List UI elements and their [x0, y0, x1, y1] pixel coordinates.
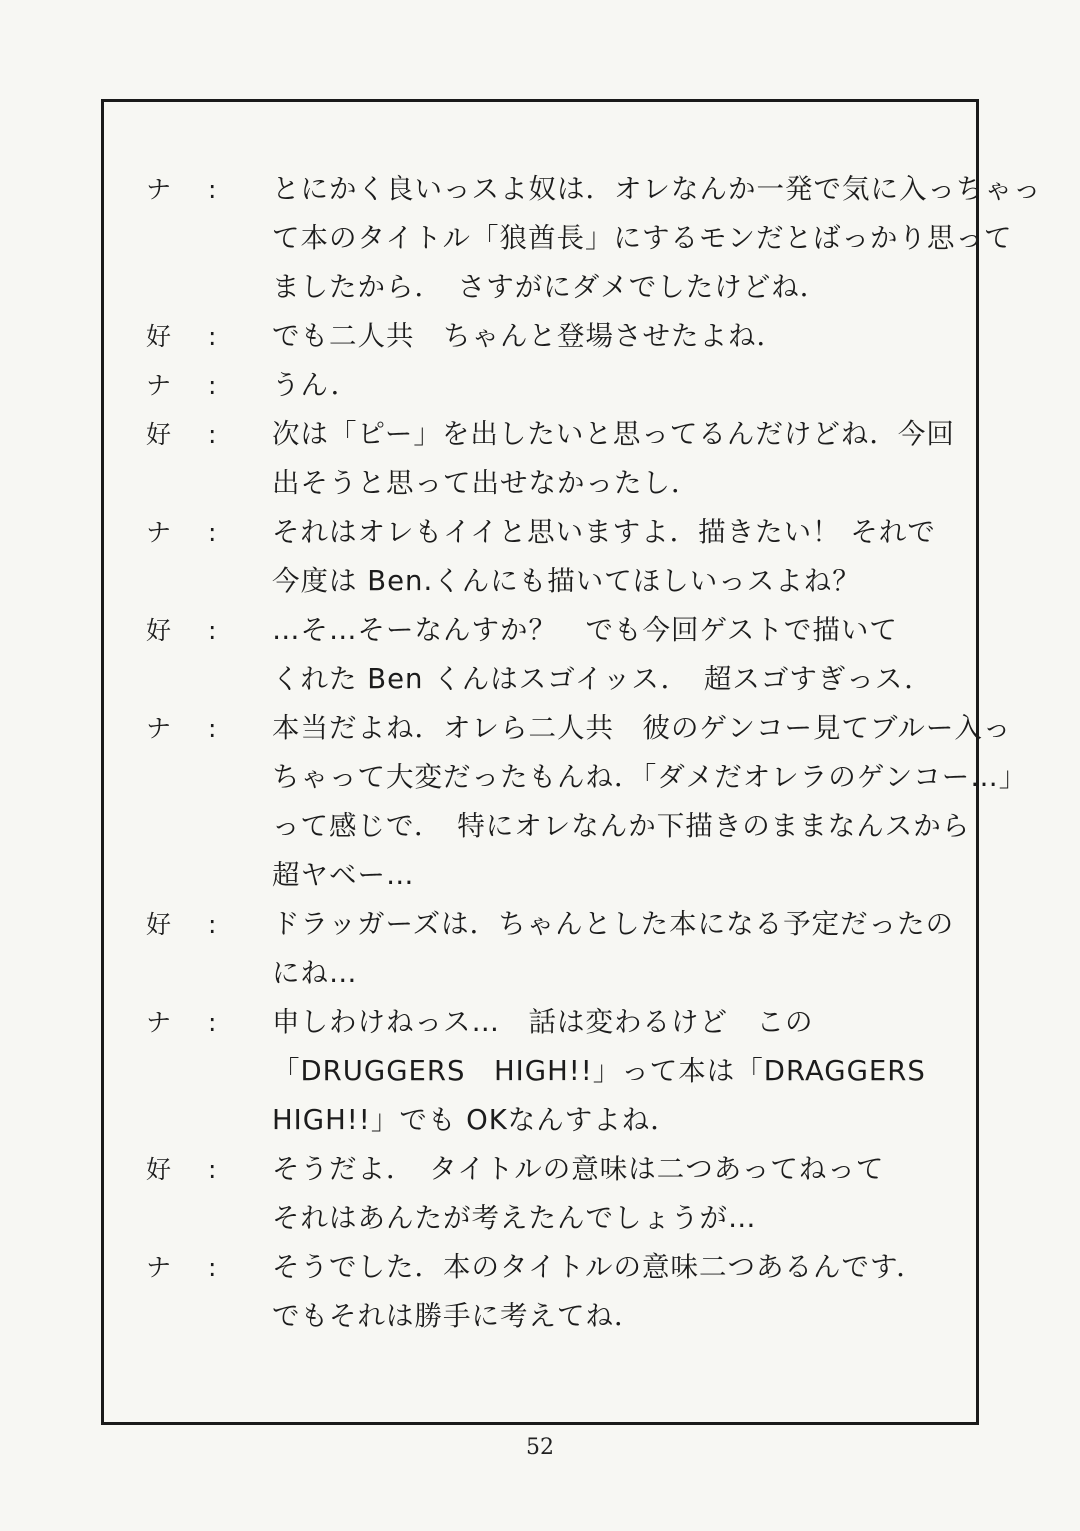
speaker-label: 好	[146, 420, 172, 449]
dialogue-entry	[140, 998, 960, 1145]
dialogue-lines	[272, 704, 1027, 900]
dialogue-entry	[140, 410, 960, 508]
speaker-label: ナ	[146, 518, 172, 547]
dialogue-entry	[140, 704, 1028, 900]
dialogue-line: 出そうと思って出せなかったし．	[272, 467, 700, 499]
dialogue-line: それはオレもイイと思いますよ．描きたい！ それで	[272, 516, 936, 548]
dialogue-lines	[272, 410, 960, 508]
dialogue-line: そうでした．本のタイトルの意味二つあるんです．	[272, 1251, 925, 1283]
speaker-colon: :	[208, 1008, 217, 1037]
dialogue-line: でもそれは勝手に考えてね．	[272, 1300, 643, 1332]
speaker-colon: :	[208, 616, 217, 645]
dialogue-line: 「DRUGGERS HIGH!!」って本は「DRAGGERS	[272, 1055, 926, 1087]
dialogue-line: ドラッガーズは．ちゃんとした本になる予定だったの	[272, 908, 955, 940]
speaker-label: 好	[146, 910, 172, 939]
speaker-colon: :	[208, 1155, 217, 1184]
dialogue-lines	[272, 1243, 960, 1341]
dialogue-lines	[272, 1145, 960, 1243]
dialogue-line: うん．	[272, 369, 360, 401]
dialogue-line: って感じで． 特にオレなんか下描きのままなんスから	[272, 810, 971, 842]
speaker-label: ナ	[146, 371, 172, 400]
speaker-colon: :	[208, 175, 217, 204]
speaker-colon: :	[208, 420, 217, 449]
dialogue-line: くれた Ben くんはスゴイッス． 超スゴすぎっス．	[272, 663, 933, 695]
speaker-label: 好	[146, 1155, 172, 1184]
speaker-colon: :	[208, 322, 217, 351]
dialogue-entry	[140, 1243, 960, 1341]
dialogue-line: て本のタイトル「狼酋長」にするモンだとばっかり思って	[272, 222, 1013, 254]
dialogue-lines	[272, 900, 960, 998]
speaker-label: 好	[146, 616, 172, 645]
speaker-label: 好	[146, 322, 172, 351]
page-number: 52	[526, 1435, 554, 1460]
dialogue-text	[140, 165, 1042, 1341]
speaker-colon: :	[208, 910, 217, 939]
speaker-label: ナ	[146, 1008, 172, 1037]
dialogue-line: 次は「ピー」を出したいと思ってるんだけどね．今回	[272, 418, 955, 450]
dialogue-entry	[140, 606, 960, 704]
dialogue-entry	[140, 508, 960, 606]
speaker-label: ナ	[146, 175, 172, 204]
dialogue-lines	[272, 998, 960, 1145]
dialogue-lines	[272, 361, 960, 410]
dialogue-line: にね…	[272, 957, 358, 989]
speaker-colon: :	[208, 371, 217, 400]
dialogue-line: HIGH!!」でも OKなんすよね．	[272, 1104, 679, 1136]
speaker-colon: :	[208, 518, 217, 547]
dialogue-line: …そ…そーなんすか？ でも今回ゲストで描いて	[272, 614, 898, 646]
dialogue-lines	[272, 606, 960, 704]
dialogue-line: でも二人共 ちゃんと登場させたよね．	[272, 320, 785, 352]
speaker-label: ナ	[146, 1253, 172, 1282]
dialogue-entry	[140, 165, 1042, 312]
dialogue-lines	[272, 165, 1042, 312]
dialogue-line: 本当だよね．オレら二人共 彼のゲンコー見てブルー入っ	[272, 712, 1012, 744]
dialogue-lines	[272, 508, 960, 606]
speaker-colon: :	[208, 714, 217, 743]
dialogue-line: そうだよ． タイトルの意味は二つあってねって	[272, 1153, 885, 1185]
speaker-colon: :	[208, 1253, 217, 1282]
dialogue-line: 今度は Ben.くんにも描いてほしいっスよね？	[272, 565, 861, 597]
dialogue-line: ましたから． さすがにダメでしたけどね．	[272, 271, 829, 303]
dialogue-line: ちゃって大変だったもんね．「ダメだオレラのゲンコー…」	[272, 761, 1028, 793]
dialogue-line: 超ヤベー…	[272, 859, 415, 891]
dialogue-entry	[140, 361, 960, 410]
dialogue-entry	[140, 312, 960, 361]
dialogue-line: とにかく良いっスよ奴は．オレなんか一発で気に入っちゃっ	[272, 173, 1042, 205]
speaker-label: ナ	[146, 714, 172, 743]
dialogue-entry	[140, 900, 960, 998]
dialogue-line: それはあんたが考えたんでしょうが…	[272, 1202, 757, 1234]
dialogue-entry	[140, 1145, 960, 1243]
dialogue-lines	[272, 312, 960, 361]
dialogue-line: 申しわけねっス… 話は変わるけど この	[272, 1006, 814, 1038]
